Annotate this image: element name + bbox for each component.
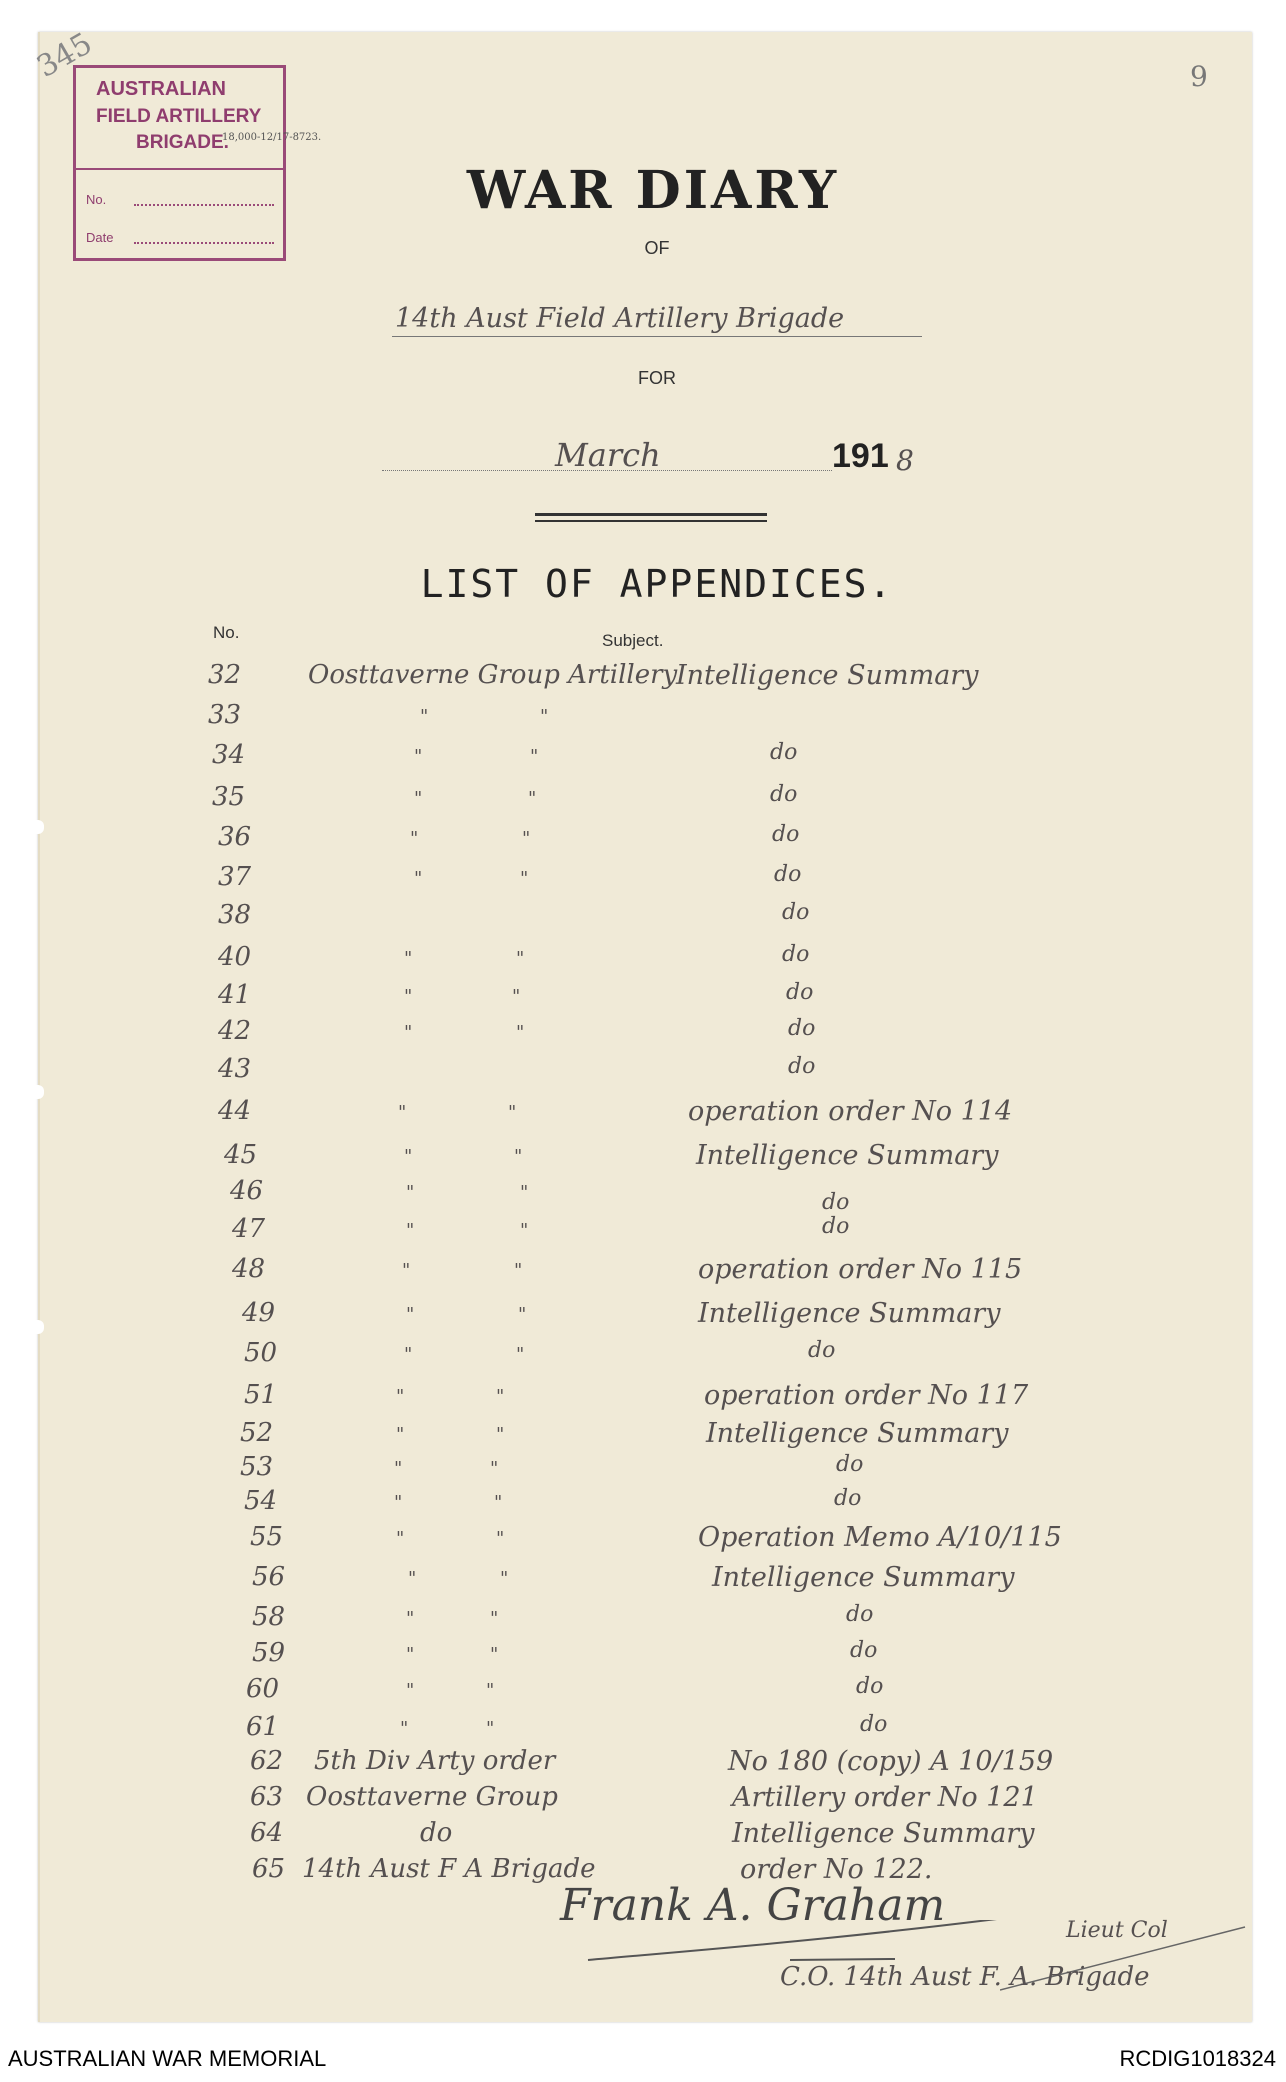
punch-hole <box>34 820 44 834</box>
punch-hole <box>34 1320 44 1334</box>
appendix-number: 64 <box>250 1818 284 1848</box>
appendix-subject: Intelligence Summary <box>676 660 979 691</box>
page-number: 9 <box>1190 60 1208 93</box>
appendix-ditto: " <box>530 746 539 767</box>
appendix-ditto: " <box>516 1022 525 1043</box>
double-rule-top <box>535 513 767 516</box>
appendix-subject: operation order No 114 <box>688 1096 1013 1127</box>
appendix-ditto: " <box>522 828 531 849</box>
punch-hole <box>34 1085 44 1099</box>
appendix-number: 52 <box>240 1418 274 1448</box>
appendix-subject: do <box>770 782 798 807</box>
appendix-subject: do <box>846 1602 874 1627</box>
stamp-line-1: AUSTRALIAN <box>96 78 226 100</box>
appendix-number: 38 <box>218 900 252 930</box>
appendix-number: 50 <box>244 1338 278 1368</box>
appendix-number: 47 <box>232 1214 266 1244</box>
appendix-number: 62 <box>250 1746 284 1776</box>
appendix-ditto: " <box>508 1102 517 1123</box>
appendix-number: 54 <box>244 1486 278 1516</box>
appendix-subject: do <box>822 1190 850 1215</box>
appendix-subject: Intelligence Summary <box>698 1298 1001 1329</box>
appendix-number: 60 <box>246 1674 280 1704</box>
appendix-number: 41 <box>218 980 252 1010</box>
appendix-subject: do <box>774 862 802 887</box>
appendix-subject: order No 122. <box>740 1854 933 1885</box>
appendix-number: 36 <box>218 822 252 852</box>
appendix-source: " <box>404 986 413 1007</box>
column-header-no: No. <box>213 623 240 642</box>
appendix-number: 37 <box>218 862 252 892</box>
appendix-number: 46 <box>230 1176 264 1206</box>
appendix-ditto: " <box>516 1344 525 1365</box>
appendix-subject: do <box>782 942 810 967</box>
appendix-ditto: " <box>500 1568 509 1589</box>
unit-name: 14th Aust Field Artillery Brigade <box>395 303 845 334</box>
appendix-ditto: " <box>512 986 521 1007</box>
appendix-subject: do <box>860 1712 888 1737</box>
appendix-source: " <box>406 1182 415 1203</box>
appendix-number: 34 <box>212 740 246 770</box>
appendix-source: do <box>420 1818 453 1848</box>
appendix-subject: do <box>782 900 810 925</box>
appendix-ditto: " <box>486 1680 495 1701</box>
stamp-no-label: No. <box>86 192 107 207</box>
appendix-number: 56 <box>252 1562 286 1592</box>
appendix-subject: No 180 (copy) A 10/159 <box>728 1746 1054 1777</box>
appendix-ditto: " <box>520 1220 529 1241</box>
appendix-subject: operation order No 115 <box>698 1254 1023 1285</box>
appendix-source: " <box>414 746 423 767</box>
appendix-ditto: " <box>496 1386 505 1407</box>
appendix-number: 49 <box>242 1298 276 1328</box>
appendix-ditto: " <box>486 1718 495 1739</box>
appendix-source: " <box>404 948 413 969</box>
appendix-ditto: " <box>496 1424 505 1445</box>
appendix-source: " <box>406 1220 415 1241</box>
appendix-source: " <box>402 1260 411 1281</box>
signature: Frank A. Graham <box>560 1880 946 1931</box>
appendix-source: " <box>406 1644 415 1665</box>
signature-role: C.O. 14th Aust F. A. Brigade <box>780 1962 1150 1992</box>
appendix-source: " <box>406 1304 415 1325</box>
appendix-number: 48 <box>232 1254 266 1284</box>
appendix-ditto: " <box>490 1458 499 1479</box>
column-header-subject: Subject. <box>602 631 664 650</box>
appendix-source: Oosttaverne Group <box>306 1782 558 1812</box>
footer-id: RCDIG1018324 <box>1119 2046 1276 2071</box>
list-title: LIST OF APPENDICES. <box>420 562 894 606</box>
appendix-source: " <box>394 1458 403 1479</box>
print-reference: 18,000-12/17-8723. <box>222 132 322 143</box>
appendix-subject: Intelligence Summary <box>696 1140 999 1171</box>
appendix-subject: do <box>772 822 800 847</box>
appendix-number: 43 <box>218 1054 252 1084</box>
appendix-source: " <box>396 1528 405 1549</box>
appendix-source: " <box>410 828 419 849</box>
appendix-subject: do <box>856 1674 884 1699</box>
appendix-ditto: " <box>528 788 537 809</box>
of-label: OF <box>644 238 670 258</box>
appendix-number: 53 <box>240 1452 274 1482</box>
appendix-source: " <box>396 1386 405 1407</box>
footer-source: AUSTRALIAN WAR MEMORIAL <box>8 2046 327 2071</box>
double-rule-bottom <box>535 520 767 522</box>
stamp-line-2: FIELD ARTILLERY <box>96 106 262 127</box>
appendix-source: " <box>404 1344 413 1365</box>
appendix-number: 65 <box>252 1854 286 1884</box>
appendix-subject: do <box>786 980 814 1005</box>
page-title: WAR DIARY <box>466 160 840 221</box>
unit-line <box>392 336 922 337</box>
appendix-subject: do <box>850 1638 878 1663</box>
appendix-source: Oosttaverne Group Artillery <box>308 660 678 690</box>
stamp-date-label: Date <box>86 230 114 245</box>
appendix-ditto: " <box>514 1146 523 1167</box>
stamp-line-3: BRIGADE. <box>136 132 229 153</box>
appendix-number: 61 <box>246 1712 280 1742</box>
appendix-subject: Artillery order No 121 <box>732 1782 1038 1813</box>
appendix-number: 51 <box>244 1380 278 1410</box>
appendix-source: " <box>414 868 423 889</box>
appendix-subject: operation order No 117 <box>704 1380 1029 1411</box>
appendix-subject: do <box>808 1338 836 1363</box>
appendix-source: " <box>408 1568 417 1589</box>
appendix-ditto: " <box>520 1182 529 1203</box>
appendix-source: 14th Aust F A Brigade <box>302 1854 596 1884</box>
appendix-subject: Operation Memo A/10/115 <box>698 1522 1062 1553</box>
appendix-number: 42 <box>218 1016 252 1046</box>
appendix-source: " <box>414 788 423 809</box>
appendix-ditto: " <box>540 706 549 727</box>
appendix-source: " <box>420 706 429 727</box>
appendix-number: 35 <box>212 782 246 812</box>
appendix-number: 55 <box>250 1522 284 1552</box>
appendix-subject: Intelligence Summary <box>712 1562 1015 1593</box>
appendix-number: 45 <box>224 1140 258 1170</box>
appendix-subject: do <box>788 1016 816 1041</box>
appendix-source: " <box>398 1102 407 1123</box>
appendix-number: 32 <box>208 660 242 690</box>
appendix-ditto: " <box>518 1304 527 1325</box>
appendix-source: " <box>406 1608 415 1629</box>
appendix-ditto: " <box>496 1528 505 1549</box>
appendix-ditto: " <box>490 1608 499 1629</box>
appendix-subject: do <box>834 1486 862 1511</box>
appendix-subject: do <box>788 1054 816 1079</box>
appendix-number: 58 <box>252 1602 286 1632</box>
year-written: 8 <box>896 444 914 477</box>
appendix-ditto: " <box>520 868 529 889</box>
appendix-subject: Intelligence Summary <box>706 1418 1009 1449</box>
appendix-number: 59 <box>252 1638 286 1668</box>
appendix-source: " <box>400 1718 409 1739</box>
appendix-ditto: " <box>490 1644 499 1665</box>
role-overline <box>790 1955 900 1965</box>
appendix-subject: do <box>770 740 798 765</box>
reference-number: 345 <box>31 26 99 85</box>
appendix-ditto: " <box>494 1492 503 1513</box>
appendix-source: " <box>394 1492 403 1513</box>
appendix-source: " <box>404 1022 413 1043</box>
year-printed: 191 <box>832 437 889 475</box>
appendix-number: 63 <box>250 1782 284 1812</box>
appendix-source: " <box>396 1424 405 1445</box>
signature-rank: Lieut Col <box>1066 1918 1168 1943</box>
month-line <box>382 470 832 471</box>
appendix-number: 33 <box>208 700 242 730</box>
appendix-number: 40 <box>218 942 252 972</box>
for-label: FOR <box>638 368 676 388</box>
appendix-subject: do <box>836 1452 864 1477</box>
appendix-source: " <box>406 1680 415 1701</box>
appendix-source: " <box>404 1146 413 1167</box>
appendix-subject: do <box>822 1214 850 1239</box>
appendix-ditto: " <box>516 948 525 969</box>
appendix-number: 44 <box>218 1096 252 1126</box>
month: March <box>555 436 661 474</box>
appendix-subject: Intelligence Summary <box>732 1818 1035 1849</box>
appendix-ditto: " <box>514 1260 523 1281</box>
appendix-source: 5th Div Arty order <box>314 1746 556 1776</box>
